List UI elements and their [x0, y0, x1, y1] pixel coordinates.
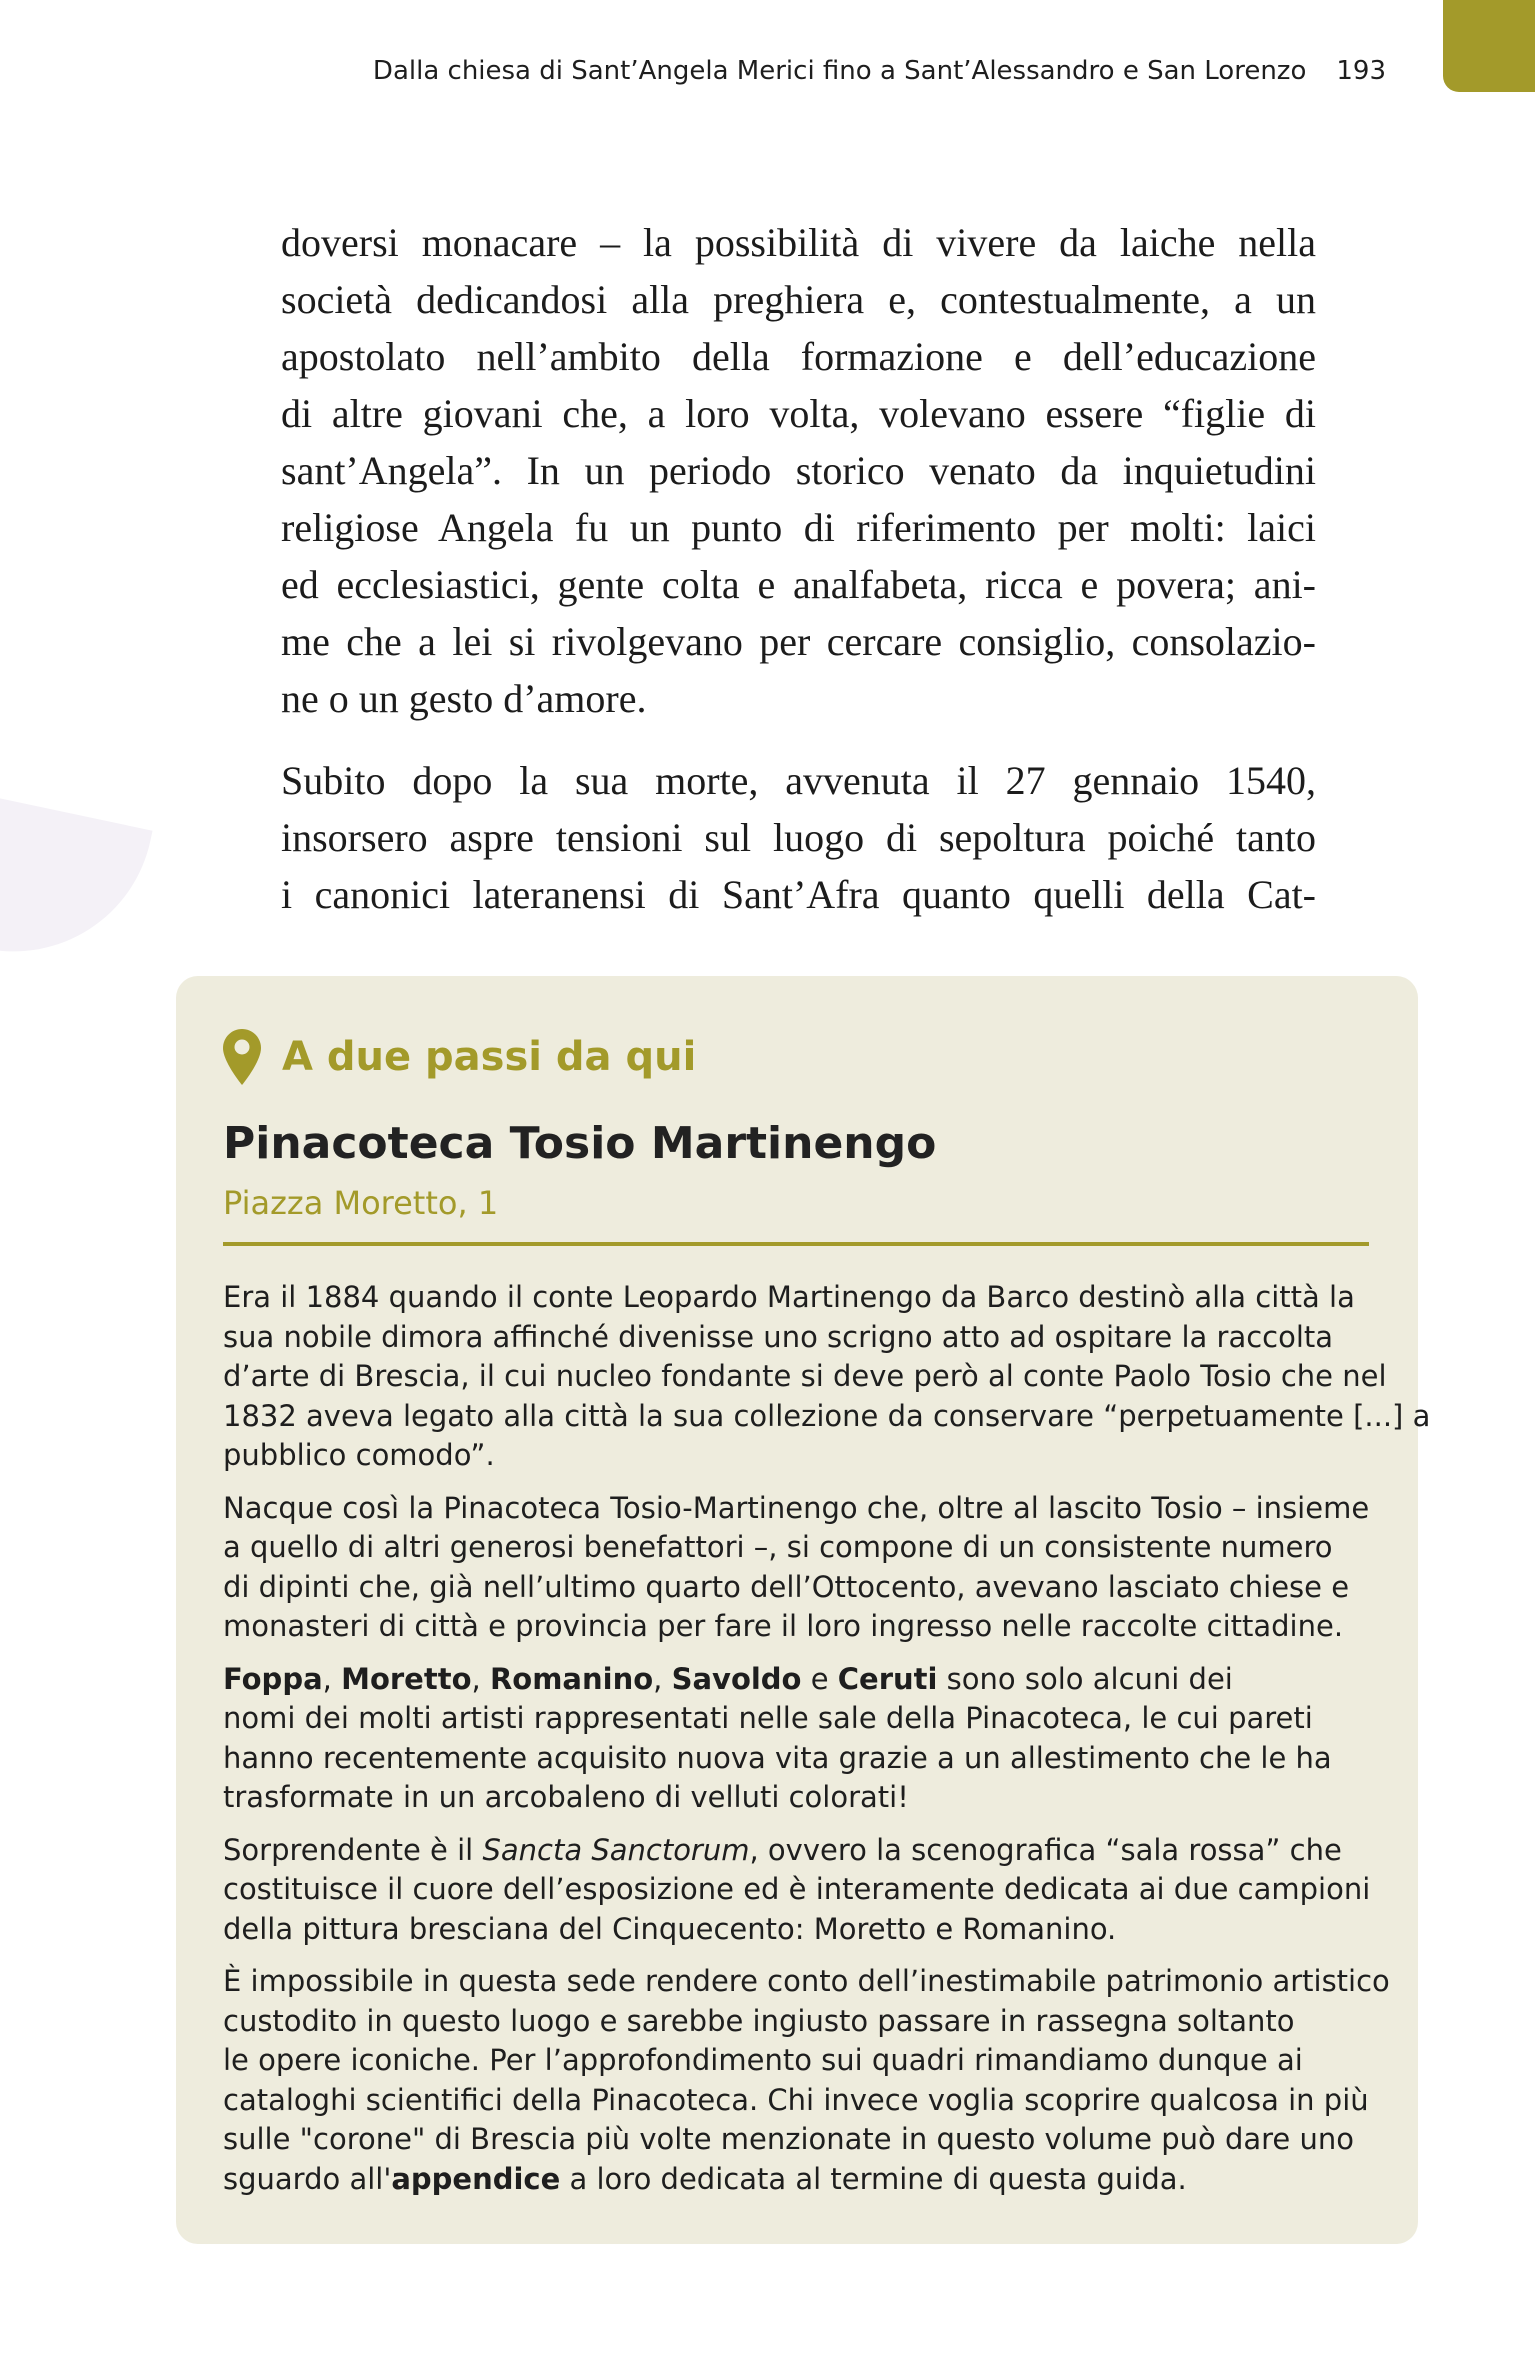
text-line: custodito in questo luogo e sarebbe ingiusto passare in rassegna soltanto: [223, 2003, 1295, 2038]
box-address: Piazza Moretto, 1: [223, 1184, 499, 1222]
main-text: [281, 214, 1316, 923]
running-title: Dalla chiesa di Sant’Angela Merici fino a Sant’Alessandro e San Lorenzo: [372, 56, 1307, 86]
text-line: ed ecclesiastici, gente colta e analfabeta, ricca e povera; ani-: [281, 562, 1316, 607]
box-body: [223, 1278, 1431, 2212]
text-line: d’arte di Brescia, il cui nucleo fondante si deve però al conte Paolo Tosio che nel: [223, 1359, 1387, 1393]
box-kicker: A due passi da qui: [282, 1034, 697, 1080]
text-line: sant’Angela”. In un periodo storico venato da inquietudini: [281, 448, 1316, 493]
box-paragraph: [223, 1660, 1369, 1818]
text-line: di dipinti che, già nell’ultimo quarto dell’Ottocento, avevano lasciato chiese e: [223, 1569, 1350, 1604]
map-pin-icon: [222, 1028, 262, 1086]
text-line: religiose Angela fu un punto di riferimento per molti: laici: [281, 505, 1316, 550]
text-line: i canonici lateranensi di Sant’Afra quanto quelli della Cat-: [281, 872, 1316, 917]
text-line: Nacque così la Pinacoteca Tosio-Martinengo che, oltre al lascito Tosio – insieme: [223, 1490, 1370, 1525]
decorative-shape: [0, 773, 153, 978]
text-line: della pittura bresciana del Cinquecento: Moretto e Romanino.: [223, 1911, 1117, 1946]
text-line: ne o un gesto d’amore.: [281, 676, 647, 721]
text-line: di altre giovani che, a loro volta, volevano essere “figlie di: [281, 391, 1316, 436]
text-line: le opere iconiche. Per l’approfondimento sui quadri rimandiamo dunque ai: [223, 2043, 1303, 2077]
box-title: Pinacoteca Tosio Martinengo: [223, 1118, 937, 1169]
text-line: hanno recentemente acquisito nuova vita grazie a un allestimento che le ha: [223, 1740, 1332, 1775]
divider: [223, 1242, 1369, 1246]
text-line: nomi dei molti artisti rappresentati nelle sale della Pinacoteca, le cui pareti: [223, 1701, 1313, 1735]
page-tab-marker: [1443, 0, 1535, 92]
text-line: pubblico comodo”.: [223, 1438, 495, 1472]
text-line: 1832 aveva legato alla città la sua collezione da conservare “perpetuamente [...] a: [223, 1398, 1431, 1433]
text-line: sguardo all'appendice a loro dedicata al termine di questa guida.: [223, 2161, 1187, 2196]
text-line: me che a lei si rivolgevano per cercare consiglio, consolazio-: [281, 619, 1316, 664]
text-line: sua nobile dimora affinché divenisse uno scrigno atto ad ospitare la raccolta: [223, 1319, 1334, 1354]
box-paragraph: [223, 1278, 1431, 1476]
artist-name: Ceruti: [837, 1661, 938, 1696]
text-line: società dedicandosi alla preghiera e, contestualmente, a un: [281, 277, 1316, 322]
text-line: Subito dopo la sua morte, avvenuta il 27 gennaio 1540,: [281, 758, 1316, 803]
text-line: sulle "corone" di Brescia più volte menzionate in questo volume può dare uno: [223, 2122, 1354, 2156]
box-header: [222, 1028, 696, 1086]
artist-name: Foppa: [223, 1661, 323, 1696]
text-line: costituisce il cuore dell’esposizione ed è interamente dedicata ai due campioni: [223, 1872, 1371, 1906]
text-line: apostolato nell’ambito della formazione e dell’educazione: [281, 334, 1316, 379]
text-line: cataloghi scientifici della Pinacoteca. Chi invece voglia scoprire qualcosa in più: [223, 2082, 1369, 2117]
text-line: Sorprendente è il Sancta Sanctorum, ovvero la scenografica “sala rossa” che: [223, 1832, 1342, 1867]
page-number: 193: [1336, 56, 1386, 86]
running-header: [0, 56, 1386, 86]
text-line: insorsero aspre tensioni sul luogo di sepoltura poiché tanto: [281, 815, 1316, 860]
text-line: doversi monacare – la possibilità di vivere da laiche nella: [281, 220, 1316, 265]
text-line: monasteri di città e provincia per fare il loro ingresso nelle raccolte cittadine.: [223, 1609, 1344, 1643]
text-line: trasformate in un arcobaleno di velluti colorati!: [223, 1780, 909, 1814]
artist-name: Moretto: [341, 1661, 472, 1696]
text-line: Era il 1884 quando il conte Leopardo Martinengo da Barco destinò alla città la: [223, 1280, 1355, 1314]
text-line: Foppa, Moretto, Romanino, Savoldo e Ceruti sono solo alcuni dei: [223, 1661, 1233, 1696]
nearby-info-box: [176, 976, 1431, 2244]
text-line: È impossibile in questa sede rendere conto dell’inestimabile patrimonio artistico: [223, 1964, 1390, 1998]
artist-name: Savoldo: [671, 1661, 802, 1696]
box-paragraph: [223, 1489, 1369, 1647]
artist-name: Romanino: [489, 1661, 654, 1696]
italic-term: Sancta Sanctorum: [482, 1832, 750, 1867]
box-paragraph: [223, 1962, 1390, 2199]
box-paragraph: [223, 1831, 1369, 1950]
appendix-link-text: appendice: [391, 2161, 561, 2196]
text-line: a quello di altri generosi benefattori –, si compone di un consistente numero: [223, 1530, 1333, 1564]
